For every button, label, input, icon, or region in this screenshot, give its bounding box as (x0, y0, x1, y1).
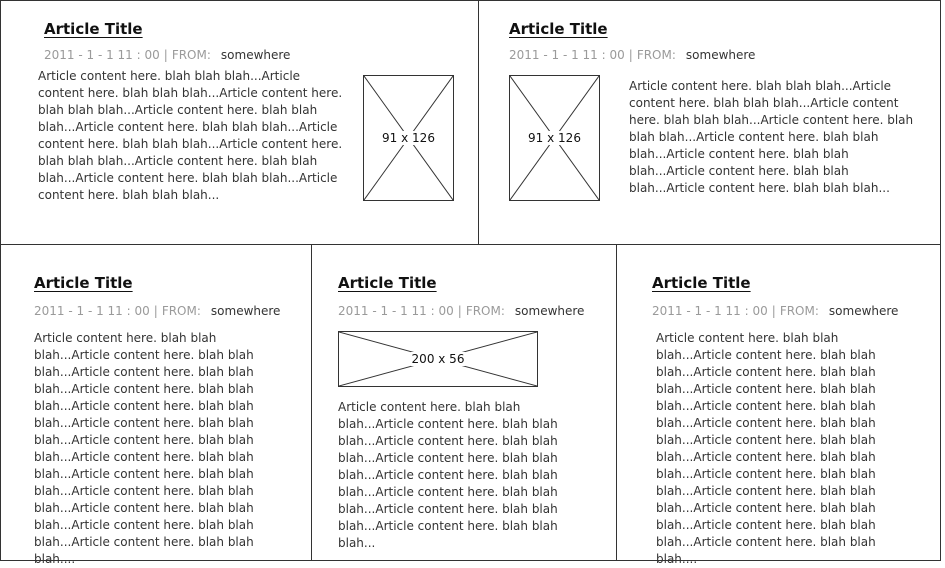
article-date: 2011 - 1 - 1 11 : 00 (34, 304, 150, 318)
article-title[interactable]: Article Title (44, 20, 143, 38)
article-title[interactable]: Article Title (338, 274, 437, 292)
article-content: Article content here. blah blah blah...Article content here. blah blah blah...Article content here. blah blah blah...Article content here. blah blah blah...Article content here. blah blah blah...Article content here. blah blah blah...Article content here. blah blah blah...Article content here. blah blah blah...Article content here. blah blah blah...Article content here. blah blah blah...Article content here. blah blah blah...Article content here. blah blah blah...Article content here. blah blah blah.... (656, 331, 876, 566)
image-placeholder (509, 75, 600, 201)
article-card-4 (311, 244, 617, 561)
article-content: Article content here. blah blah blah...Article content here. blah blah blah...Article content here. blah blah blah...Article content here. blah blah blah...Article content here. blah blah blah...Article content here. blah blah blah...Article content here. blah blah blah...Article content here. blah blah blah...Article content here. blah blah blah...Article content here. blah blah blah... (38, 69, 343, 202)
article-card-5 (616, 244, 941, 566)
article-meta: 2011 - 1 - 1 11 : 00 | FROM: somewhere (44, 48, 291, 62)
article-content: Article content here. blah blah blah...Article content here. blah blah blah...Article content here. blah blah blah...Article content here. blah blah blah...Article content here. blah blah blah...Article content here. blah blah blah...Article content here. blah blah blah...Article content here. blah blah blah... (629, 79, 914, 195)
article-title[interactable]: Article Title (652, 274, 751, 292)
article-date: 2011 - 1 - 1 11 : 00 (44, 48, 160, 62)
article-source: somewhere (828, 304, 899, 318)
article-date: 2011 - 1 - 1 11 : 00 (338, 304, 454, 318)
from-label: FROM: (779, 304, 819, 318)
image-placeholder (363, 75, 454, 201)
article-meta: 2011 - 1 - 1 11 : 00 | FROM: somewhere (338, 304, 585, 318)
article-meta: 2011 - 1 - 1 11 : 00 | FROM: somewhere (34, 304, 281, 318)
image-size-label: 200 x 56 (411, 352, 465, 366)
article-card-1 (0, 0, 479, 245)
article-date: 2011 - 1 - 1 11 : 00 (509, 48, 625, 62)
article-card-3 (0, 244, 312, 566)
from-label: FROM: (161, 304, 201, 318)
from-label: FROM: (171, 48, 211, 62)
article-content: Article content here. blah blah blah...Article content here. blah blah blah...Article content here. blah blah blah...Article content here. blah blah blah...Article content here. blah blah blah...Article content here. blah blah blah...Article content here. blah blah blah...Article content here. blah blah blah... (338, 400, 558, 550)
image-size-label: 91 x 126 (528, 131, 581, 145)
article-content: Article content here. blah blah blah...Article content here. blah blah blah...Article content here. blah blah blah...Article content here. blah blah blah...Article content here. blah blah blah...Article content here. blah blah blah...Article content here. blah blah blah...Article content here. blah blah blah...Article content here. blah blah blah...Article content here. blah blah blah...Article content here. blah blah blah...Article content here. blah blah blah...Article content here. blah blah blah.... (34, 331, 254, 566)
article-source: somewhere (514, 304, 585, 318)
article-date: 2011 - 1 - 1 11 : 00 (652, 304, 768, 318)
from-label: FROM: (636, 48, 676, 62)
article-meta: 2011 - 1 - 1 11 : 00 | FROM: somewhere (652, 304, 899, 318)
article-meta: 2011 - 1 - 1 11 : 00 | FROM: somewhere (509, 48, 756, 62)
article-source: somewhere (685, 48, 756, 62)
article-card-2 (478, 0, 941, 245)
image-placeholder (338, 331, 538, 387)
from-label: FROM: (465, 304, 505, 318)
image-size-label: 91 x 126 (382, 131, 435, 145)
article-title[interactable]: Article Title (509, 20, 608, 38)
article-title[interactable]: Article Title (34, 274, 133, 292)
article-source: somewhere (210, 304, 281, 318)
article-source: somewhere (220, 48, 291, 62)
